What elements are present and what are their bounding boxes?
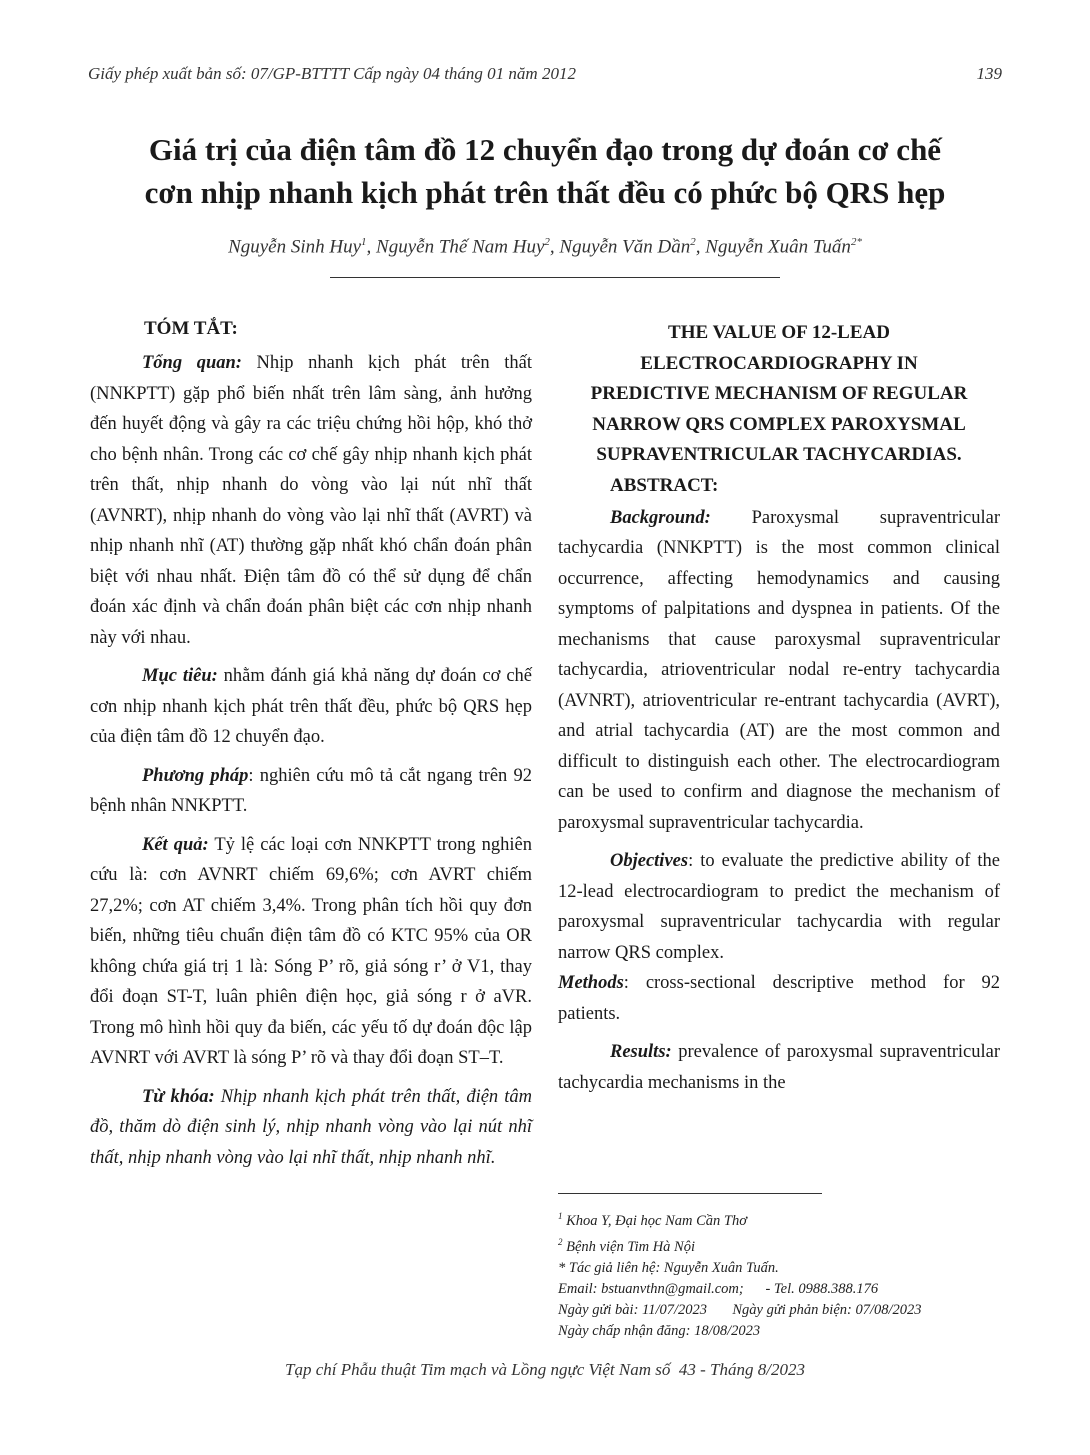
vi-methods-text: : nghiên cứu mô tả cắt ngang trên 92 bệnh nhân NNKPTT. bbox=[90, 765, 532, 816]
en-background-label: Background: bbox=[610, 507, 711, 528]
english-title-line: SUPRAVENTRICULAR TACHYCARDIAS. bbox=[596, 444, 962, 465]
english-title-line: NARROW QRS COMPLEX PAROXYSMAL bbox=[592, 413, 966, 435]
vi-results-label: Kết quả: bbox=[142, 834, 209, 855]
vi-overview-label: Tổng quan: bbox=[142, 353, 242, 373]
vi-keywords-label: Từ khóa: bbox=[142, 1086, 215, 1107]
en-background-paragraph bbox=[558, 503, 1000, 839]
title-divider bbox=[330, 277, 780, 278]
vi-results-paragraph bbox=[90, 830, 532, 1074]
footnote-affiliation-2 bbox=[558, 1232, 1028, 1258]
english-abstract-column bbox=[558, 318, 1000, 1106]
vi-objective-text: nhằm đánh giá khả năng dự đoán cơ chế cơn nhịp nhanh kịch phát trên thất đều, phức bộ QRS hẹp của điện tâm đồ 12 chuyển đạo. bbox=[90, 666, 532, 747]
author-name: Nguyễn Sinh Huy bbox=[228, 236, 362, 258]
en-methods-text: : cross-sectional descriptive method for 92 patients. bbox=[558, 973, 1000, 1024]
author-separator: , bbox=[695, 236, 706, 258]
footnote-affiliation-1 bbox=[558, 1206, 1028, 1232]
en-objectives-text: : to evaluate the predictive ability of the 12-lead electrocardiogram to predict the mechanism of paroxysmal supraventricular tachycardia with regular narrow QRS complex. bbox=[558, 851, 1000, 963]
vi-methods-label: Phương pháp bbox=[142, 765, 249, 786]
author-affiliation: 1 bbox=[361, 236, 367, 248]
en-results-paragraph bbox=[558, 1037, 1000, 1098]
footnote-marker: 2 bbox=[558, 1236, 563, 1247]
en-objectives-label: Objectives bbox=[610, 851, 689, 871]
title-line-1: Giá trị của điện tâm đồ 12 chuyển đạo trong dự đoán cơ chế bbox=[148, 132, 942, 167]
footnotes bbox=[558, 1206, 1028, 1342]
author-affiliation: 2 bbox=[690, 236, 696, 248]
author-affiliation: 2* bbox=[850, 236, 862, 248]
vi-keywords-text: Nhịp nhanh kịch phát trên thất, điện tâm đồ, thăm dò điện sinh lý, nhịp nhanh vòng vào lại nút nhĩ thất, nhịp nhanh vòng vào lại nhĩ thất, nhịp nhanh nhĩ. bbox=[90, 1086, 532, 1168]
vi-methods-paragraph bbox=[90, 761, 532, 822]
english-title-line: THE VALUE OF 12-LEAD bbox=[668, 322, 890, 343]
footnote-divider bbox=[558, 1193, 822, 1194]
footnote-contact: Email: bstuanvthn@gmail.com; - Tel. 0988.388.176 bbox=[558, 1280, 879, 1297]
en-results-label: Results: bbox=[610, 1042, 672, 1062]
vi-overview-text: Nhịp nhanh kịch phát trên thất (NNKPTT) gặp phổ biến nhất trên lâm sàng, ảnh hưởng đến huyết động và gây ra các triệu chứng hồi hộp, khó thở cho bệnh nhân. Trong các cơ chế gây nhịp nhanh kịch phát trên thất, nhịp nhanh do vòng vào lại nút nhĩ thất (AVNRT), nhịp nhanh do vòng vào lại nhĩ thất (AVRT) và nhịp nhanh nhĩ (AT) thường gặp nhất khó chẩn đoán phân biệt với nhau nhất. Điện tâm đồ có thể sử dụng để chẩn đoán xác định và chẩn đoán phân biệt các cơn nhịp nhanh này với nhau. bbox=[90, 353, 532, 648]
author-name: Nguyễn Thế Nam Huy bbox=[376, 236, 545, 258]
running-header bbox=[88, 64, 1002, 84]
en-methods-label: Methods bbox=[558, 973, 624, 993]
en-objectives-paragraph bbox=[558, 846, 1000, 1029]
footnote-text: Khoa Y, Đại học Nam Cần Thơ bbox=[562, 1212, 747, 1229]
footnote-dates: Ngày gửi bài: 11/07/2023 Ngày gửi phản biện: 07/08/2023 bbox=[558, 1301, 922, 1318]
english-title bbox=[558, 318, 1000, 471]
journal-license-line: Giấy phép xuất bản số: 07/GP-BTTTT Cấp ngày 04 tháng 01 năm 2012 bbox=[88, 64, 576, 83]
author-name: Nguyễn Xuân Tuấn bbox=[705, 236, 851, 258]
title-line-2: cơn nhịp nhanh kịch phát trên thất đều có phức bộ QRS hẹp bbox=[144, 175, 946, 210]
vi-overview-paragraph bbox=[90, 348, 532, 653]
vi-objective-paragraph bbox=[90, 661, 532, 753]
english-title-line: ELECTROCARDIOGRAPHY IN bbox=[640, 352, 918, 374]
author-name: Nguyễn Văn Dần bbox=[559, 236, 691, 258]
vi-results-text: Tỷ lệ các loại cơn NNKPTT trong nghiên cứu là: cơn AVNRT chiếm 69,6%; cơn AVRT chiếm 27,2%; cơn AT chiếm 3,4%. Trong phân tích hồi quy đơn biến, những tiêu chuẩn điện tâm đồ có KTC 95% của OR không chứa giá trị 1 là: Sóng P’ rõ, giả sóng r’ ở V1, thay đổi đoạn ST-T, luân phiên điện học, giả sóng r ở aVR. Trong mô hình hồi quy đa biến, các yếu tố dự đoán độc lập AVNRT với AVRT là sóng P’ rõ và thay đổi đoạn ST–T. bbox=[90, 834, 532, 1068]
author-separator: , bbox=[366, 236, 377, 258]
footnote-corresponding-author: * Tác giả liên hệ: Nguyễn Xuân Tuấn. bbox=[558, 1259, 779, 1276]
en-abstract-heading: ABSTRACT: bbox=[610, 474, 719, 496]
footnote-text: Bệnh viện Tim Hà Nội bbox=[562, 1238, 696, 1255]
running-footer: Tạp chí Phẫu thuật Tim mạch và Lồng ngực Việt Nam số 43 - Tháng 8/2023 bbox=[285, 1360, 805, 1379]
vi-abstract-heading: TÓM TẮT: bbox=[144, 318, 238, 339]
vi-keywords-paragraph bbox=[90, 1082, 532, 1174]
footnote-marker: 1 bbox=[558, 1211, 563, 1221]
en-results-text: prevalence of paroxysmal supraventricular tachycardia mechanisms in the bbox=[558, 1042, 1000, 1093]
author-affiliation: 2 bbox=[544, 236, 550, 248]
footnote-accepted-date: Ngày chấp nhận đăng: 18/08/2023 bbox=[558, 1322, 761, 1339]
english-title-line: PREDICTIVE MECHANISM OF REGULAR bbox=[590, 383, 968, 404]
author-list bbox=[60, 236, 1030, 258]
page-number: 139 bbox=[976, 64, 1002, 83]
paper-title bbox=[60, 128, 1030, 214]
en-background-text: Paroxysmal supraventricular tachycardia (NNKPTT) is the most common clinical occurrence, affecting hemodynamics and causing symptoms of palpitations and dyspnea in patients. Of the mechanisms that cause paroxysmal supraventricular tachycardia, atrioventricular nodal re-entry tachycardia (AVNRT), atrioventricular re-entrant tachycardia (AVRT), and atrial tachycardia (AT) are the most common and difficult to distinguish each other. The electrocardiogram can be used to confirm and diagnose the mechanism of paroxysmal supraventricular tachycardia. bbox=[558, 507, 1000, 833]
vi-objective-label: Mục tiêu: bbox=[142, 666, 218, 686]
author-separator: , bbox=[549, 236, 560, 258]
vietnamese-abstract-column bbox=[90, 318, 532, 1181]
